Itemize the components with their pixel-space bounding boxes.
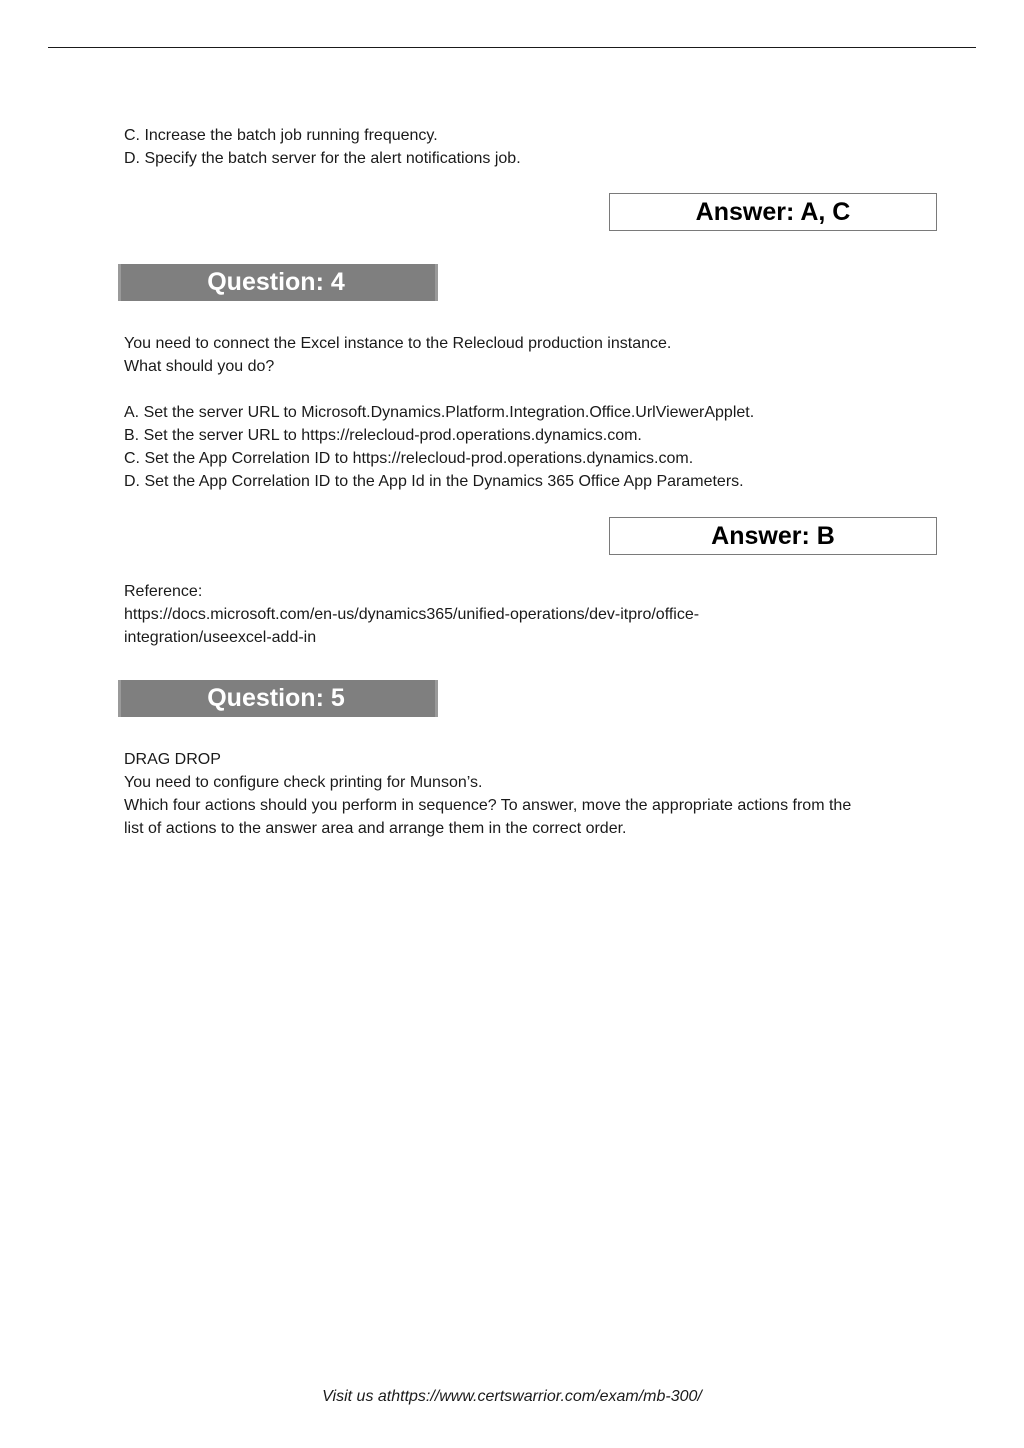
question-5-banner (118, 680, 438, 717)
option-a: A. Set the server URL to Microsoft.Dynamics.Platform.Integration.Office.UrlViewerApplet. (124, 404, 755, 421)
option-c: C. Set the App Correlation ID to https://relecloud-prod.operations.dynamics.com. (124, 450, 694, 467)
prompt-line: You need to configure check printing for Munson’s. (124, 774, 483, 791)
question-4-options (124, 401, 754, 493)
prompt-line: You need to connect the Excel instance to the Relecloud production instance. (124, 335, 672, 352)
option-c: C. Increase the batch job running frequency. (124, 127, 438, 144)
question-5-prompt (124, 748, 851, 840)
question-type: DRAG DROP (124, 751, 221, 768)
question-4-prompt (124, 332, 671, 378)
question-5-title: Question: 5 (207, 684, 345, 712)
answer-box-question-4 (609, 517, 937, 555)
answer-text: Answer: A, C (695, 197, 851, 226)
option-b: B. Set the server URL to https://relecloud-prod.operations.dynamics.com. (124, 427, 642, 444)
option-d: D. Specify the batch server for the alert notifications job. (124, 150, 521, 167)
prompt-line: Which four actions should you perform in sequence? To answer, move the appropriate actions from the (124, 797, 852, 814)
prompt-line: list of actions to the answer area and arrange them in the correct order. (124, 820, 627, 837)
reference-link-continued[interactable]: integration/useexcel-add-in (124, 629, 317, 646)
question-4-banner (118, 264, 438, 301)
question-4-reference (124, 580, 699, 649)
header-rule (48, 47, 976, 48)
reference-link[interactable]: https://docs.microsoft.com/en-us/dynamics365/unified-operations/dev-itpro/office- (124, 606, 700, 623)
question-4-title: Question: 4 (207, 268, 345, 296)
previous-question-options (124, 124, 521, 170)
footer-link[interactable]: Visit us athttps://www.certswarrior.com/exam/mb-300/ (322, 1388, 702, 1405)
prompt-line: What should you do? (124, 358, 275, 375)
answer-text: Answer: B (711, 521, 835, 550)
reference-label: Reference: (124, 583, 203, 600)
answer-box-question-3 (609, 193, 937, 231)
option-d: D. Set the App Correlation ID to the App Id in the Dynamics 365 Office App Parameters. (124, 473, 744, 490)
